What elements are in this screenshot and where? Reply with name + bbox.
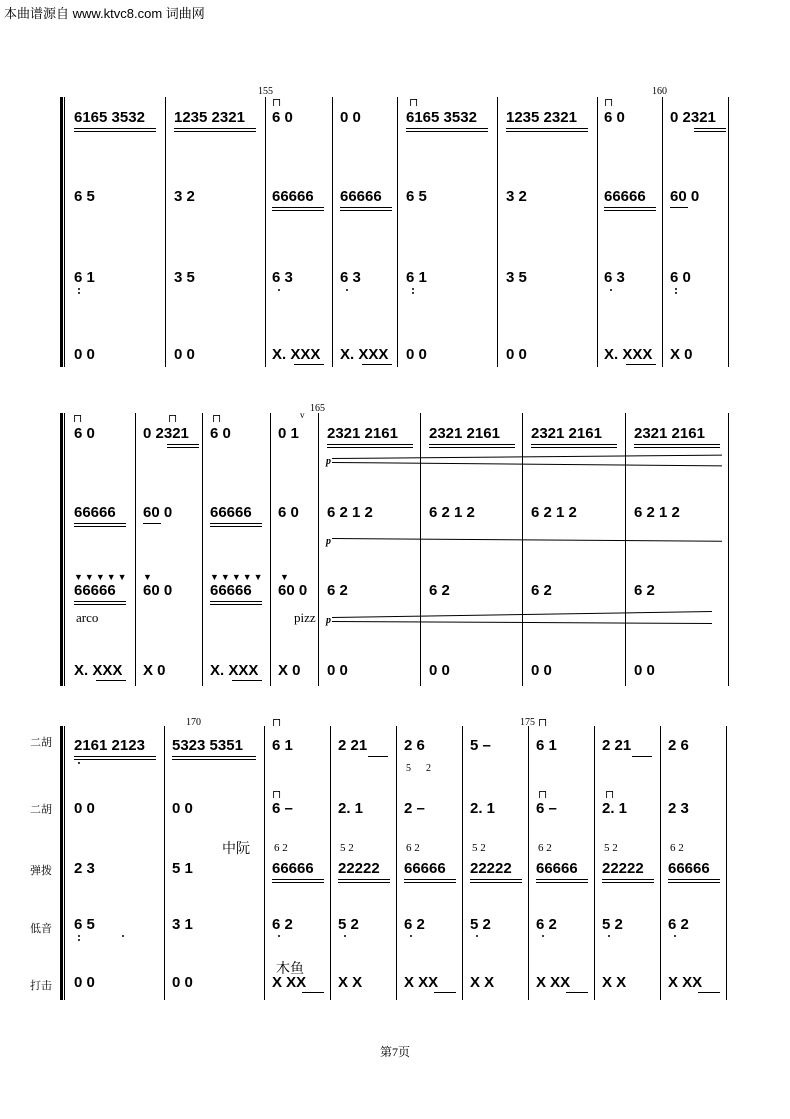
barline xyxy=(726,726,727,1000)
accent-marks: ▼ xyxy=(143,572,152,582)
note-group: 6 – xyxy=(272,800,293,817)
note-group: 5 2 xyxy=(470,916,491,933)
instrument-label: 二胡 xyxy=(30,737,52,749)
note-group: 60 0 xyxy=(278,582,308,599)
note-group: 2 3 xyxy=(668,800,689,817)
note-group: 6 3 xyxy=(272,269,293,286)
barline xyxy=(528,726,529,1000)
note-group: 0 0 xyxy=(172,800,193,817)
note-group: 6 0 xyxy=(272,109,293,126)
chord-annotation: 5 2 xyxy=(340,842,354,854)
dynamic-mark: p xyxy=(326,456,331,467)
note-group: 0 0 xyxy=(172,974,193,991)
note-group: 2. 1 xyxy=(470,800,496,817)
instrument-label: 打击 xyxy=(30,980,52,992)
note-group: 2. 1 xyxy=(602,800,628,817)
instrument-label: 低音 xyxy=(30,923,52,935)
note-group: 66666 xyxy=(74,504,116,521)
barline xyxy=(64,726,65,1000)
bow-mark: ⊓ xyxy=(168,413,178,425)
bow-mark: ⊓ xyxy=(409,97,419,109)
note-group: 66666 xyxy=(404,860,446,877)
note-group: 3 5 xyxy=(174,269,195,286)
note-group: 0 1 xyxy=(278,425,299,442)
note-group: 6 2 xyxy=(429,582,450,599)
note-group: 0 0 xyxy=(174,346,195,363)
note-group: 2 3 xyxy=(74,860,95,877)
measure-number: 170 xyxy=(186,717,201,728)
note-group: 6 2 xyxy=(668,916,689,933)
note-group: 3 2 xyxy=(506,188,527,205)
zhongruan-label: 中阮 xyxy=(222,842,250,857)
note-group: 6 3 xyxy=(604,269,625,286)
barline xyxy=(164,726,165,1000)
note-group: 0 0 xyxy=(327,662,348,679)
bow-mark: ⊓ xyxy=(272,789,282,801)
note-group: 1235 2321 xyxy=(506,109,577,126)
note-group: 6 2 xyxy=(272,916,293,933)
note-group: 22222 xyxy=(602,860,644,877)
note-group: 2321 2161 xyxy=(327,425,398,442)
system-bracket xyxy=(60,726,63,1000)
bow-mark: ⊓ xyxy=(272,717,282,729)
note-group: 0 2321 xyxy=(670,109,716,126)
note-group: 6 0 xyxy=(604,109,625,126)
note-group: X 0 xyxy=(278,662,301,679)
measure-number: 155 xyxy=(258,86,273,97)
note-group: 5 – xyxy=(470,737,491,754)
note-group: 6165 3532 xyxy=(406,109,477,126)
note-group: 2 21 xyxy=(338,737,368,754)
note-group: 66666 xyxy=(536,860,578,877)
note-group: X. XXX xyxy=(74,662,123,679)
bow-mark: ⊓ xyxy=(605,789,615,801)
barline xyxy=(462,726,463,1000)
note-group: 2 21 xyxy=(602,737,632,754)
note-group: 22222 xyxy=(338,860,380,877)
note-group: 0 0 xyxy=(634,662,655,679)
muyu-label: 木鱼 xyxy=(276,962,304,977)
note-group: X X xyxy=(470,974,495,991)
accent-marks: ▼ xyxy=(280,572,289,582)
note-group: X XX xyxy=(272,974,307,991)
note-group: 6 2 xyxy=(634,582,655,599)
barline xyxy=(330,726,331,1000)
bow-mark: ⊓ xyxy=(604,97,614,109)
note-group: 2 – xyxy=(404,800,425,817)
measure-number: 175 xyxy=(520,717,535,728)
note-group: 5323 5351 xyxy=(172,737,243,754)
chord-annotation: 6 2 xyxy=(538,842,552,854)
note-group: X. XXX xyxy=(604,346,653,363)
dynamic-mark: p xyxy=(326,536,331,547)
note-group: 0 0 xyxy=(340,109,361,126)
note-group: 6 0 xyxy=(210,425,231,442)
note-group: 2 6 xyxy=(668,737,689,754)
instrument-label: 二胡 xyxy=(30,804,52,816)
note-group: 66666 xyxy=(604,188,646,205)
note-group: 6 1 xyxy=(74,269,95,286)
measure-number: 165 xyxy=(310,403,325,414)
note-group: 66666 xyxy=(272,188,314,205)
instrument-label: 弹拨 xyxy=(30,865,52,877)
note-group: 5 1 xyxy=(172,860,193,877)
note-group: X XX xyxy=(668,974,703,991)
chord-annotation: 6 2 xyxy=(274,842,288,854)
note-group: X. XXX xyxy=(210,662,259,679)
note-group: 6 2 1 2 xyxy=(429,504,475,521)
note-group: 6 5 xyxy=(74,188,95,205)
bow-mark: ⊓ xyxy=(272,97,282,109)
bow-mark: ⊓ xyxy=(538,717,548,729)
note-group: 6 2 xyxy=(327,582,348,599)
note-group: 0 0 xyxy=(74,974,95,991)
note-group: 6 2 xyxy=(404,916,425,933)
chord-annotation: 5 2 xyxy=(406,763,431,774)
note-group: 2321 2161 xyxy=(531,425,602,442)
page-number: 第7页 xyxy=(379,1045,410,1059)
note-group: 6 1 xyxy=(406,269,427,286)
note-group: 6 1 xyxy=(536,737,557,754)
note-group: 6 5 xyxy=(406,188,427,205)
note-group: 6165 3532 xyxy=(74,109,145,126)
note-group: 60 0 xyxy=(143,582,173,599)
note-group: 66666 xyxy=(272,860,314,877)
note-group: 0 0 xyxy=(429,662,450,679)
barline xyxy=(660,726,661,1000)
note-group: 2321 2161 xyxy=(634,425,705,442)
note-group: 0 0 xyxy=(506,346,527,363)
accent-marks: ▼▼▼▼▼ xyxy=(210,572,265,582)
note-group: 5 2 xyxy=(338,916,359,933)
note-group: 66666 xyxy=(668,860,710,877)
note-group: 0 2321 xyxy=(143,425,189,442)
note-group: 0 0 xyxy=(406,346,427,363)
note-group: X. XXX xyxy=(272,346,321,363)
note-group: X XX xyxy=(404,974,439,991)
note-group: 60 0 xyxy=(143,504,173,521)
chord-annotation: 6 2 xyxy=(670,842,684,854)
barline xyxy=(396,726,397,1000)
arco-label: arco xyxy=(76,610,99,625)
note-group: X X xyxy=(338,974,363,991)
note-group: 6 0 xyxy=(278,504,299,521)
bow-mark: ⊓ xyxy=(73,413,83,425)
note-group: 6 2 1 2 xyxy=(634,504,680,521)
note-group: 0 0 xyxy=(74,346,95,363)
note-group: X XX xyxy=(536,974,571,991)
dynamic-mark: p xyxy=(326,615,331,626)
note-group: 2161 2123 xyxy=(74,737,145,754)
header-site-text: 本曲谱源自 www.ktvc8.com 词曲网 xyxy=(4,6,205,21)
accent-marks: ▼▼▼▼▼ xyxy=(74,572,129,582)
note-group: 6 5 xyxy=(74,916,95,933)
chord-annotation: 5 2 xyxy=(472,842,486,854)
note-group: X 0 xyxy=(143,662,166,679)
note-group: 22222 xyxy=(470,860,512,877)
note-group: 66666 xyxy=(74,582,116,599)
note-group: 6 0 xyxy=(74,425,95,442)
note-group: 6 3 xyxy=(340,269,361,286)
note-group: 6 – xyxy=(536,800,557,817)
note-group: 6 2 xyxy=(531,582,552,599)
note-group: 60 0 xyxy=(670,188,700,205)
note-group: 2 6 xyxy=(404,737,425,754)
note-group: 6 2 1 2 xyxy=(327,504,373,521)
chord-annotation: 6 2 xyxy=(406,842,420,854)
barline xyxy=(594,726,595,1000)
barline xyxy=(264,726,265,1000)
note-group: 6 1 xyxy=(272,737,293,754)
bow-mark: ⊓ xyxy=(538,789,548,801)
note-group: 2. 1 xyxy=(338,800,364,817)
note-group: X. XXX xyxy=(340,346,389,363)
note-group: 2321 2161 xyxy=(429,425,500,442)
note-group: 6 2 xyxy=(536,916,557,933)
note-group: 6 2 1 2 xyxy=(531,504,577,521)
note-group: X 0 xyxy=(670,346,693,363)
note-group: 0 0 xyxy=(531,662,552,679)
chord-annotation: 5 2 xyxy=(604,842,618,854)
note-group: 66666 xyxy=(210,504,252,521)
note-group: 6 0 xyxy=(670,269,691,286)
note-group: 1235 2321 xyxy=(174,109,245,126)
note-group: 3 1 xyxy=(172,916,193,933)
measure-number: 160 xyxy=(652,86,667,97)
bow-mark: ⊓ xyxy=(212,413,222,425)
note-group: 0 0 xyxy=(74,800,95,817)
note-group: 3 2 xyxy=(174,188,195,205)
note-group: X X xyxy=(602,974,627,991)
note-group: 66666 xyxy=(340,188,382,205)
up-bow-mark: v xyxy=(300,410,305,420)
note-group: 3 5 xyxy=(506,269,527,286)
note-group: 66666 xyxy=(210,582,252,599)
pizz-label: pizz xyxy=(294,610,316,625)
note-group: 5 2 xyxy=(602,916,623,933)
